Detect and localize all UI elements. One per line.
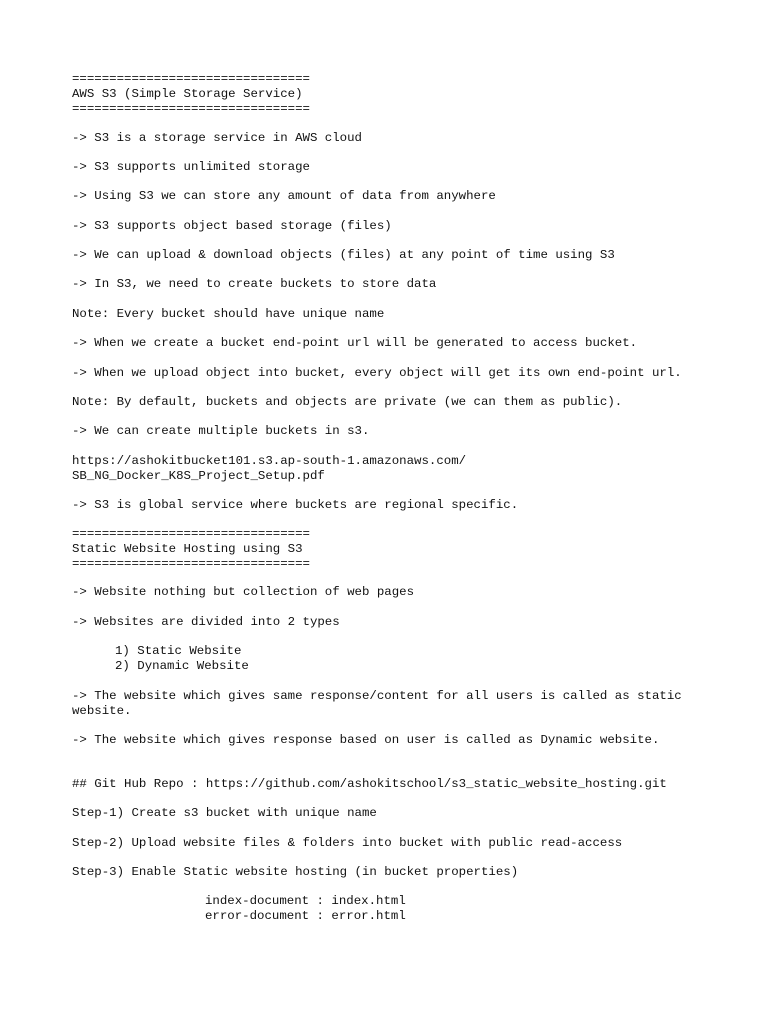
website-types-intro: -> Websites are divided into 2 types <box>72 615 340 629</box>
website-definition: -> Website nothing but collection of web pages <box>72 585 415 599</box>
section2-rule-bottom: ================================ <box>72 557 310 571</box>
hosting-setting: error-document : error.html <box>205 909 406 923</box>
s3-point: -> S3 supports unlimited storage <box>72 160 310 174</box>
s3-note: Note: Every bucket should have unique name <box>72 307 385 321</box>
website-type-item: 2) Dynamic Website <box>115 659 249 673</box>
hosting-setting: index-document : index.html <box>205 894 406 908</box>
example-url-line1: https://ashokitbucket101.s3.ap-south-1.amazonaws.com/ <box>72 454 467 468</box>
section1-heading: AWS S3 (Simple Storage Service) <box>72 87 303 101</box>
s3-point: -> In S3, we need to create buckets to store data <box>72 277 437 291</box>
s3-point: -> S3 supports object based storage (files) <box>72 219 392 233</box>
example-url-line2: SB_NG_Docker_K8S_Project_Setup.pdf <box>72 469 325 483</box>
git-repo-line: ## Git Hub Repo : https://github.com/ashokitschool/s3_static_website_hosting.git <box>72 777 667 791</box>
step-item: Step-1) Create s3 bucket with unique name <box>72 806 377 820</box>
s3-point: -> We can create multiple buckets in s3. <box>72 424 370 438</box>
s3-point: -> S3 is a storage service in AWS cloud <box>72 131 362 145</box>
s3-point: -> Using S3 we can store any amount of data from anywhere <box>72 189 496 203</box>
s3-global-note: -> S3 is global service where buckets are regional specific. <box>72 498 519 512</box>
static-definition-line1: -> The website which gives same response/content for all users is called as static <box>72 689 682 703</box>
website-type-item: 1) Static Website <box>115 644 242 658</box>
s3-point: -> We can upload & download objects (files) at any point of time using S3 <box>72 248 615 262</box>
section2-rule-top: ================================ <box>72 527 310 541</box>
section1-rule-top: ================================ <box>72 72 310 86</box>
dynamic-definition: -> The website which gives response based on user is called as Dynamic website. <box>72 733 660 747</box>
step-item: Step-3) Enable Static website hosting (in bucket properties) <box>72 865 519 879</box>
s3-point: -> When we create a bucket end-point url will be generated to access bucket. <box>72 336 638 350</box>
step-item: Step-2) Upload website files & folders into bucket with public read-access <box>72 836 623 850</box>
section2-heading: Static Website Hosting using S3 <box>72 542 303 556</box>
s3-point: -> When we upload object into bucket, every object will get its own end-point url. <box>72 366 682 380</box>
s3-note: Note: By default, buckets and objects are private (we can them as public). <box>72 395 623 409</box>
section1-rule-bottom: ================================ <box>72 102 310 116</box>
static-definition-line2: website. <box>72 704 132 718</box>
